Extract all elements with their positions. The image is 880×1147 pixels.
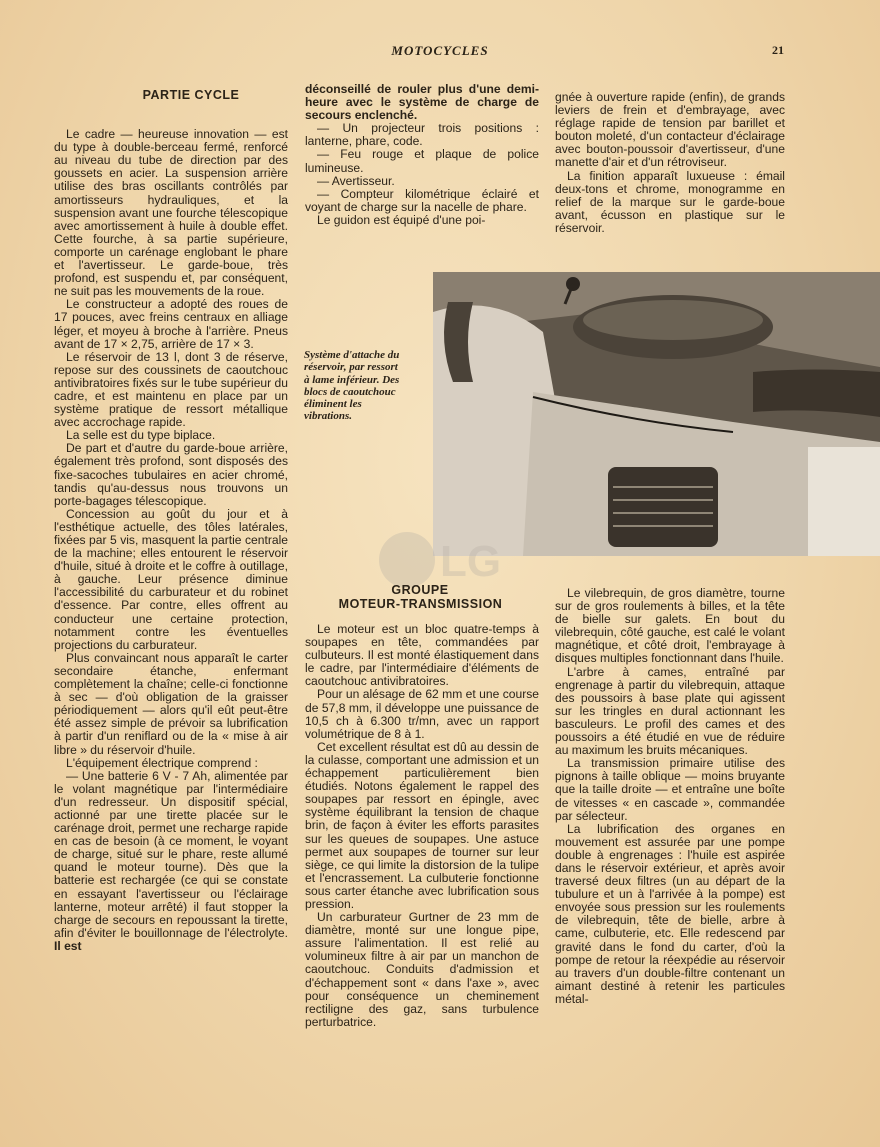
paragraph — [54, 770, 288, 953]
paragraph: L'arbre à cames, entraîné par engrenage à partir du vilebrequin, attaque des poussoirs à base plate qui agissent sur les tringles en dural actionnant les basculeurs. Le profil des cames et des poussoirs a été étudié en vue de réduire au maximum les bruits mécaniques. — [555, 664, 785, 758]
paragraph: L'équipement électrique comprend : — [66, 755, 258, 770]
bold-lead: déconseillé de rouler plus d'une demi-heure avec le système de charge de secours enclenché. — [305, 82, 539, 123]
paragraph: Le vilebrequin, de gros diamètre, tourne sur de gros roulements à billes, et la tête de bielle sur galets. En bout du vilebrequin, côté gauche, est calé le volant magnétique, et côté droit, l'embrayage à disques multiples fonctionnant dans l'huile. — [555, 586, 785, 666]
paragraph: La finition apparaît luxueuse : émail deux-tons et chrome, monogramme en relief de la marque sur le garde-boue avant, écusson en plastique sur le réservoir. — [555, 168, 785, 235]
paragraph: Le cadre — heureuse innovation — est du type à double-berceau fermé, renforcé au niveau du tube de direction par des goussets en acier. La suspension arrière utilise des bras oscillants contrôlés par amortisseurs hydrauliques, et la suspension avant une fourche télescopique avec amortissement à huile à double effet. Cette fourche, à sa partie supérieure, comporte un carénage englobant le phare et l'avertisseur. Le garde-boue, très profond, est suspendu et, par conséquent, ne suit pas les mouvements de la roue. — [54, 127, 288, 299]
paragraph: La lubrification des organes en mouvement est assurée par une pompe double à engrenages : l'huile est aspirée dans le réservoir extérieur, et après avoir traversé deux filtres (un au départ de la tubulure et un à l'arrivée à la pompe) est envoyée sous pression sur les roulements de vilebrequin, tête de bielle, arbre à came, culbuterie, etc. Elle redescend par gravité dans le fond du carter, d'où la pompe de retour la réexpédie au réservoir au travers d'un double-filtre contenant un aimant destiné à retenir les particules métal- — [555, 821, 785, 1006]
running-header: MOTOCYCLES — [391, 43, 489, 58]
paragraph: Concession au goût du jour et à l'esthétique actuelle, des tôles latérales, fixées par 5 vis, masquent la partie centrale de la machine; elles entourent le réservoir d'huile, situé à droite et le coffre à outillage, à gauche. Leur présence diminue l'accessibilité du carburateur et du robinet d'essence. Par contre, elles offrent au conducteur une certaine protection, notamment contre les éventuelles projections du carburateur. — [54, 506, 288, 652]
paragraph: gnée à ouverture rapide (enfin), de grands leviers de frein et d'embrayage, avec réglage rapide de tension par barillet et bouton moleté, d'un contacteur d'éclairage avec bouton-poussoir d'avertisseur, d'une manette d'air et d'un rétroviseur. — [555, 90, 785, 170]
column-2-bottom — [305, 623, 539, 1029]
column-1 — [54, 89, 288, 953]
section-title-partie-cycle: PARTIE CYCLE — [142, 88, 240, 102]
paragraph: — Feu rouge et plaque de police lumineuse. — [305, 147, 539, 175]
paragraph: — Avertisseur. — [317, 173, 395, 188]
paragraph: Le réservoir de 13 l, dont 3 de réserve, repose sur des coussinets de caoutchouc antivibratoires fixés sur le tube supérieur du cadre, et est maintenu en place par un système pratique de ressort métallique avec accrochage rapide. — [54, 349, 288, 430]
paragraph: — Compteur kilométrique éclairé et voyant de charge sur la nacelle de phare. — [305, 186, 539, 214]
paragraph: La transmission primaire utilise des pignons à taille oblique — moins bruyante que la taille droite — et entraîne une boîte de vitesses « en cascade », commandée par sélecteur. — [555, 756, 785, 823]
motorcycle-photo — [433, 272, 880, 556]
svg-text:LG: LG — [440, 537, 502, 586]
paragraph-text: — Une batterie 6 V - 7 Ah, alimentée par le volant magnétique par l'intermédiaire d'un redresseur. Un dispositif spécial, actionné par une tirette placée sur le carénage droit, permet une recharge rapide en cas de besoin (à ce moment, le voyant de charge, situé sur le phare, reste allumé quand le moteur tourne). Dès que la batterie est rechargée (ce qui se constate en essayant l'avertisseur ou l'éclairage lanterne, moteur arrêté) il faut stopper la charge de secours en repoussant la tirette, afin d'éviter le bouillonnage de l'électrolyte. — [54, 768, 288, 940]
paragraph: De part et d'autre du garde-boue arrière, également très profond, sont disposés des fixe-sacoches tubulaires en acier chromé, tandis qu'au-dessus nous trouvons un porte-bagages télescopique. — [54, 441, 288, 508]
paragraph: La selle est du type biplace. — [66, 428, 216, 443]
column-3-top — [555, 91, 785, 235]
section-title-groupe: GROUPE — [391, 583, 449, 597]
section-title-moteur-transmission: MOTEUR-TRANSMISSION — [338, 597, 503, 611]
column-2-top — [305, 83, 539, 227]
bold-run: Il est — [54, 938, 82, 953]
paragraph: Le guidon est équipé d'une poi- — [317, 212, 486, 227]
column-3-bottom — [555, 587, 785, 1006]
paragraph: Le constructeur a adopté des roues de 17 pouces, avec freins centraux en alliage léger, et moyeu à broche à l'arrière. Pneus avant de 17 × 2,75, arrière de 17 × 3. — [54, 297, 288, 351]
paragraph: — Un projecteur trois positions : lanterne, phare, code. — [305, 121, 539, 149]
paragraph: Cet excellent résultat est dû au dessin de la culasse, comportant une admission et un échappement particulièrement bien étudiés. Notons également le rappel des soupapes par ressort en épingle, avec système équilibrant la tension de chaque brin, de façon à éviter les efforts parasites sur les queues de soupapes. Une astuce permet aux soupapes de tourner sur leur siège, ce qui limite la distorsion de la tulipe et l'encrassement. La culbuterie fonctionne sous carter étanche avec lubrification sous pression. — [305, 739, 539, 911]
paragraph: Le moteur est un bloc quatre-temps à soupapes en tête, commandées par culbuteurs. Il est monté élastiquement dans le cadre, par l'intermédiaire d'éléments de caoutchouc antivibratoires. — [305, 622, 539, 689]
paragraph: Pour un alésage de 62 mm et une course de 57,8 mm, il développe une puissance de 10,5 ch à 6.300 tr/mn, avec un rapport volumétrique de 8 à 1. — [305, 687, 539, 741]
paragraph: Un carburateur Gurtner de 23 mm de diamètre, monté sur une longue pipe, assure l'alimentation. Il est relié au volumineux filtre à air par un manchon de caoutchouc. Conduits d'admission et d'échappement sont « dans l'axe », avec pour conséquence un cheminement rectiligne des gaz, sans turbulence perturbatrice. — [305, 910, 539, 1029]
photo-caption: Système d'attache du réservoir, par ressort à lame inférieur. Des blocs de caoutchouc éliminent les vibrations. — [304, 349, 400, 423]
page-number: 21 — [772, 43, 784, 57]
paragraph: Plus convaincant nous apparaît le carter secondaire étanche, enfermant complètement la chaîne; celle-ci fonctionne à sec — d'où obligation de la graisser périodiquement — alors qu'il eût peut-être été assez simple de prévoir sa lubrification à partir d'un reniflard ou de la « mise à air libre » du réservoir d'huile. — [54, 650, 288, 757]
motorcycle-illustration — [433, 272, 880, 556]
